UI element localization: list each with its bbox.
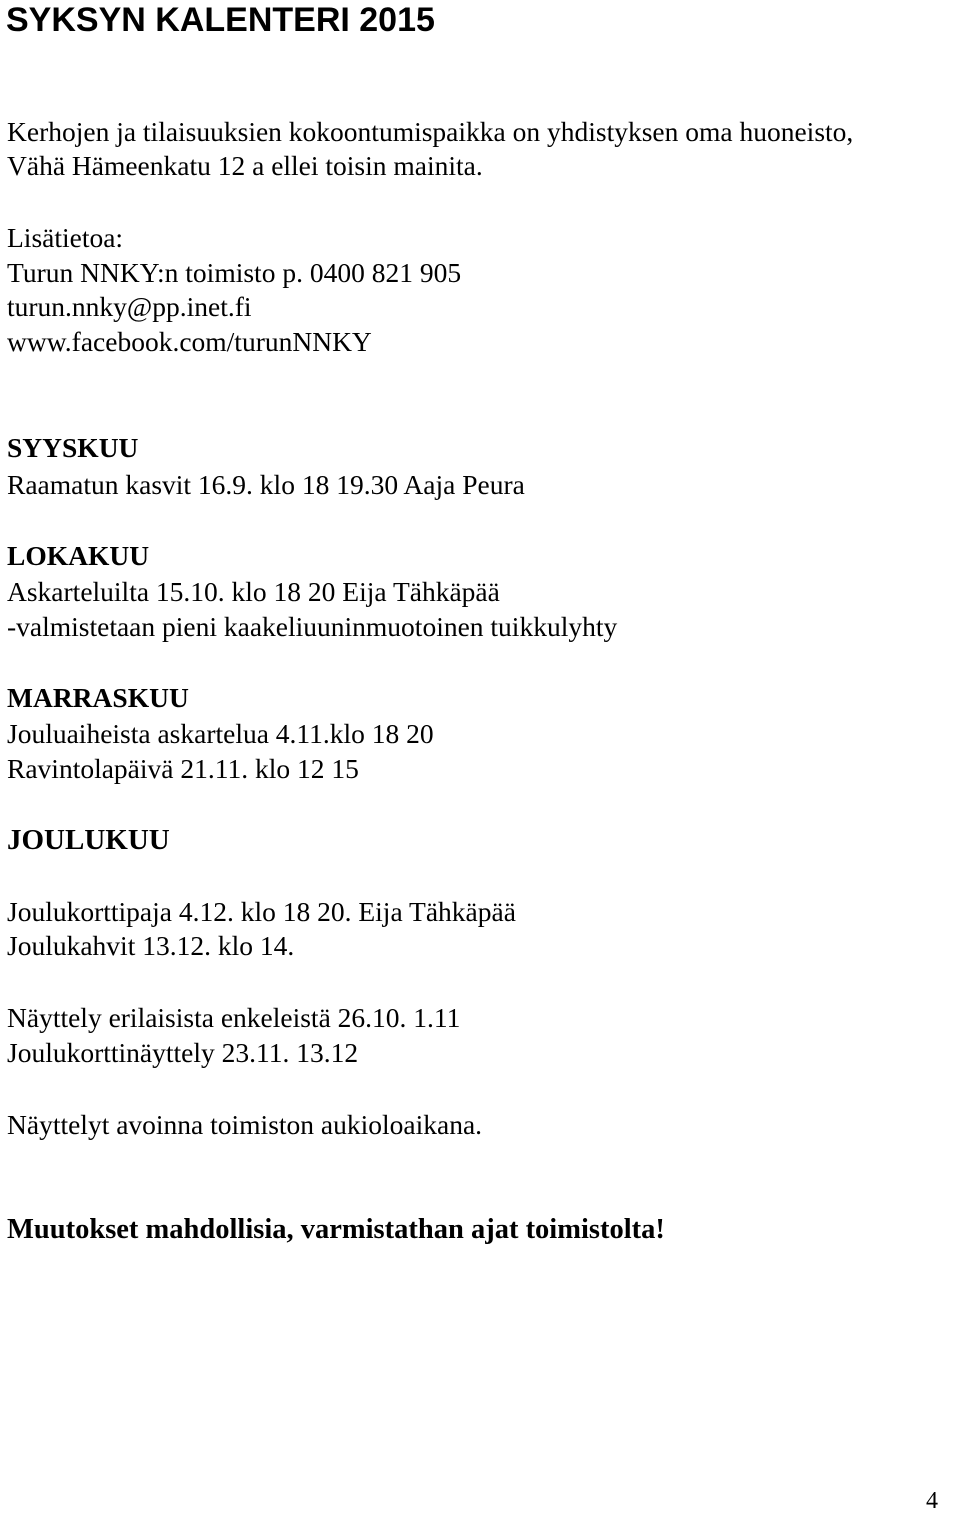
event-item: -valmistetaan pieni kaakeliuuninmuotoinen tuikkulyhty bbox=[7, 611, 618, 642]
contact-label: Lisätietoa: bbox=[7, 222, 124, 253]
month-heading-november: MARRASKUU bbox=[7, 682, 189, 713]
event-item: Askarteluilta 15.10. klo 18 20 Eija Tähkäpää bbox=[7, 576, 500, 607]
month-heading-september: SYYSKUU bbox=[7, 432, 139, 463]
event-item: Joulukorttipaja 4.12. klo 18 20. Eija Tähkäpää bbox=[7, 896, 516, 927]
contact-facebook: www.facebook.com/turunNNKY bbox=[7, 326, 372, 357]
event-item: Ravintolapäivä 21.11. klo 12 15 bbox=[7, 753, 359, 784]
month-heading-december: JOULUKUU bbox=[7, 824, 170, 856]
intro-line-1: Kerhojen ja tilaisuuksien kokoontumispaikka on yhdistyksen oma huoneisto, bbox=[7, 116, 854, 147]
exhibition-item: Näyttely erilaisista enkeleistä 26.10. 1.11 bbox=[7, 1002, 461, 1033]
changes-notice: Muutokset mahdollisia, varmistathan ajat toimistolta! bbox=[7, 1214, 665, 1245]
contact-office-phone: Turun NNKY:n toimisto p. 0400 821 905 bbox=[7, 257, 462, 288]
month-heading-october: LOKAKUU bbox=[7, 540, 150, 571]
event-item: Joulukahvit 13.12. klo 14. bbox=[7, 930, 295, 961]
exhibition-item: Joulukorttinäyttely 23.11. 13.12 bbox=[7, 1037, 359, 1068]
contact-email: turun.nnky@pp.inet.fi bbox=[7, 291, 252, 322]
page-number: 4 bbox=[926, 1488, 938, 1514]
intro-line-2: Vähä Hämeenkatu 12 a ellei toisin mainita. bbox=[7, 150, 483, 181]
page-title: SYKSYN KALENTERI 2015 bbox=[6, 1, 435, 39]
exhibition-hours: Näyttelyt avoinna toimiston aukioloaikana. bbox=[7, 1109, 483, 1140]
event-item: Raamatun kasvit 16.9. klo 18 19.30 Aaja Peura bbox=[7, 469, 525, 500]
event-item: Jouluaiheista askartelua 4.11.klo 18 20 bbox=[7, 718, 434, 749]
